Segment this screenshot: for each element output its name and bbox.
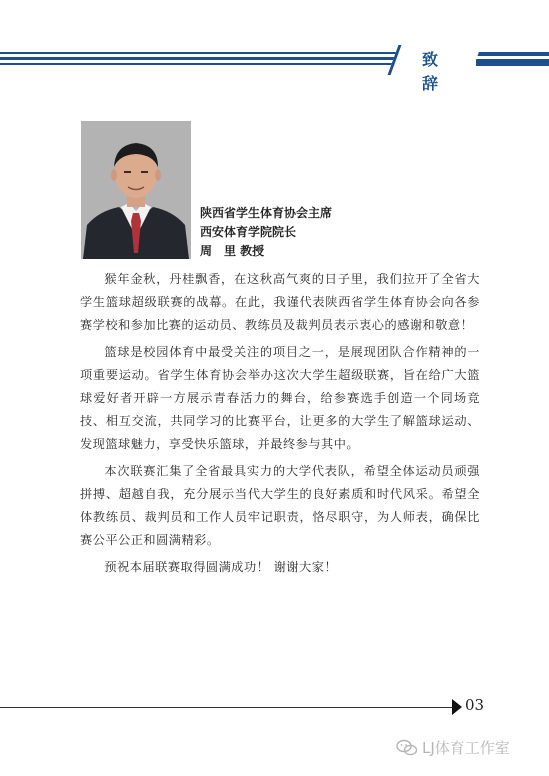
footer-arrow-icon — [452, 699, 462, 715]
author-caption — [200, 204, 332, 261]
portrait-image — [81, 121, 191, 259]
footer-line — [0, 707, 453, 708]
author-name: 周 里 教授 — [200, 244, 265, 258]
author-title-1: 陕西省学生体育协会主席 — [200, 206, 333, 220]
header-stripe — [0, 63, 400, 65]
header-stripe — [0, 52, 400, 54]
watermark — [396, 737, 510, 758]
paragraph: 猴年金秋，丹桂飘香，在这秋高气爽的日子里，我们拉开了全省大学生篮球超级联赛的战幕。在此，我谨代表陕西省学生体育协会向各参赛学校和参加比赛的运动员、教练员及裁判员表示衷心的感谢和敬意！ — [80, 272, 480, 332]
watermark-text: LJ体育工作室 — [422, 739, 510, 757]
paragraph: 预祝本届联赛取得圆满成功！ 谢谢大家！ — [104, 560, 338, 574]
header-stripe — [0, 57, 400, 60]
speech-body — [80, 268, 480, 583]
wechat-icon — [396, 739, 418, 757]
page-number: 03 — [465, 696, 485, 714]
paragraph: 本次联赛汇集了全省最具实力的大学代表队，希望全体运动员顽强拼搏、超越自我，充分展示当代大学生的良好素质和时代风采。希望全体教练员、裁判员和工作人员牢记职责，恪尽职守，为人师表，确保比赛公平公正和圆满精彩。 — [80, 464, 480, 547]
paragraph: 篮球是校园体育中最受关注的项目之一，是展现团队合作精神的一项重要运动。省学生体育协会举办这次大学生超级联赛，旨在给广大篮球爱好者开辟一方展示青春活力的舞台，给参赛选手创造一个同场竞技、相互交流，共同学习的比赛平台，让更多的大学生了解篮球运动、发现篮球魅力，享受快乐篮球，并最终参与其中。 — [80, 345, 480, 451]
section-title: 致 辞 — [421, 50, 448, 93]
author-photo — [81, 121, 191, 259]
author-title-2: 西安体育学院院长 — [200, 225, 297, 239]
header-right-bar — [476, 52, 549, 66]
